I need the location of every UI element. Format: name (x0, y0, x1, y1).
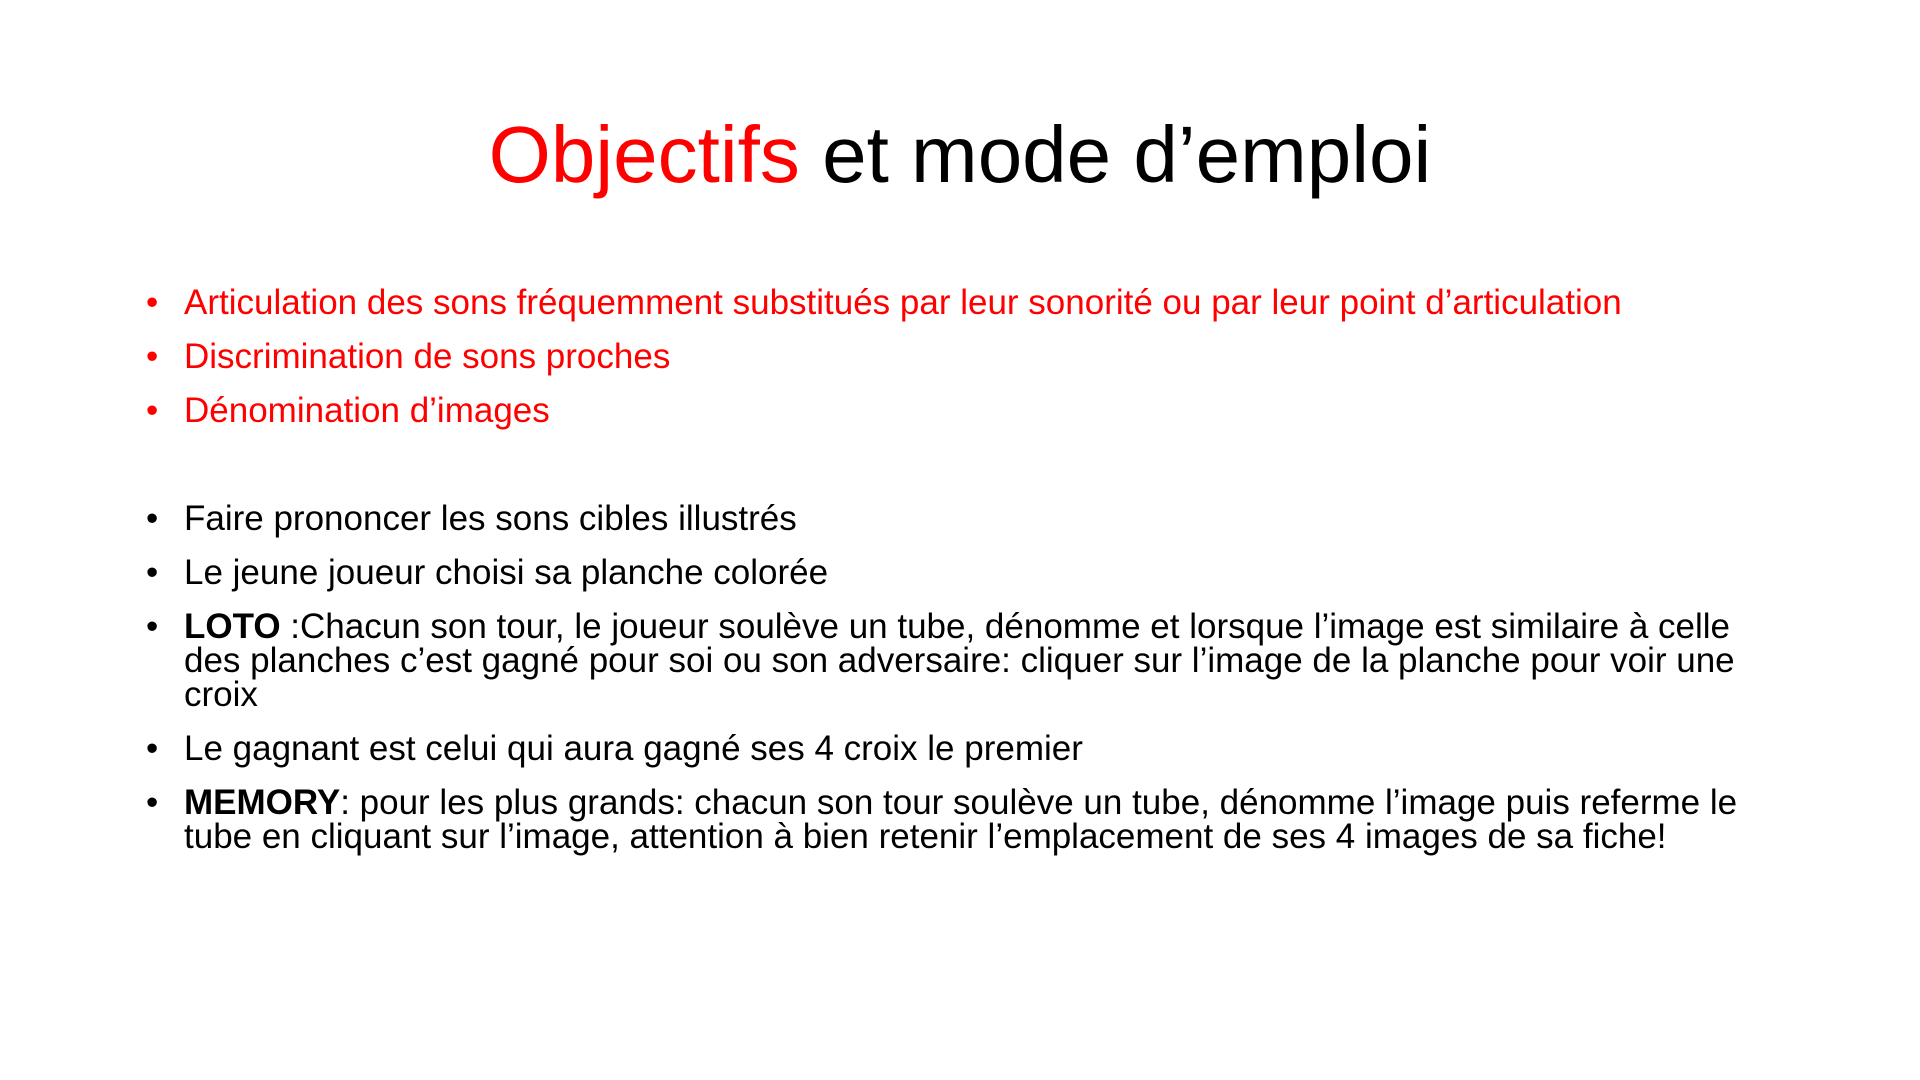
slide-title (0, 105, 1920, 205)
list-item (146, 283, 1796, 322)
list-item (146, 391, 1796, 430)
bullet-icon: • (146, 553, 159, 592)
title-rest: et mode d’emploi (799, 110, 1432, 199)
item-text: Faire prononcer les sons cibles illustrés (184, 499, 797, 538)
list-item (146, 499, 1796, 538)
item-text: Discrimination de sons proches (184, 337, 671, 376)
bullet-icon: • (146, 391, 159, 430)
item-text: :Chacun son tour, le joueur soulève un tube, dénomme et lorsque l’image est similaire à celle des planches c’est gagné pour soi ou son adversaire: cliquer sur l’image de la planche pour voir une croix (184, 607, 1735, 714)
item-text: : pour les plus grands: chacun son tour soulève un tube, dénomme l’image puis referme le tube en cliquant sur l’image, attention à bien retenir l’emplacement de ses 4 images de sa fiche! (184, 783, 1738, 856)
bullet-icon: • (146, 783, 159, 822)
instructions-list (146, 499, 1796, 874)
item-text: Le gagnant est celui qui aura gagné ses 4 croix le premier (184, 729, 1083, 768)
item-text: Le jeune joueur choisi sa planche colorée (184, 553, 829, 592)
item-keyword-memory: MEMORY (184, 783, 341, 822)
list-item (146, 337, 1796, 376)
bullet-icon: • (146, 337, 159, 376)
title-accent: Objectifs (488, 110, 800, 199)
item-text: Dénomination d’images (184, 391, 550, 430)
bullet-icon: • (146, 607, 159, 646)
list-item (146, 607, 1796, 714)
list-item (146, 553, 1796, 592)
list-item (146, 729, 1796, 768)
item-text: Articulation des sons fréquemment substitués par leur sonorité ou par leur point d’articulation (184, 283, 1622, 322)
bullet-icon: • (146, 729, 159, 768)
bullet-icon: • (146, 283, 159, 322)
bullet-icon: • (146, 499, 159, 538)
objectives-list (146, 283, 1796, 448)
list-item (146, 783, 1796, 856)
item-keyword-loto: LOTO (184, 607, 281, 646)
